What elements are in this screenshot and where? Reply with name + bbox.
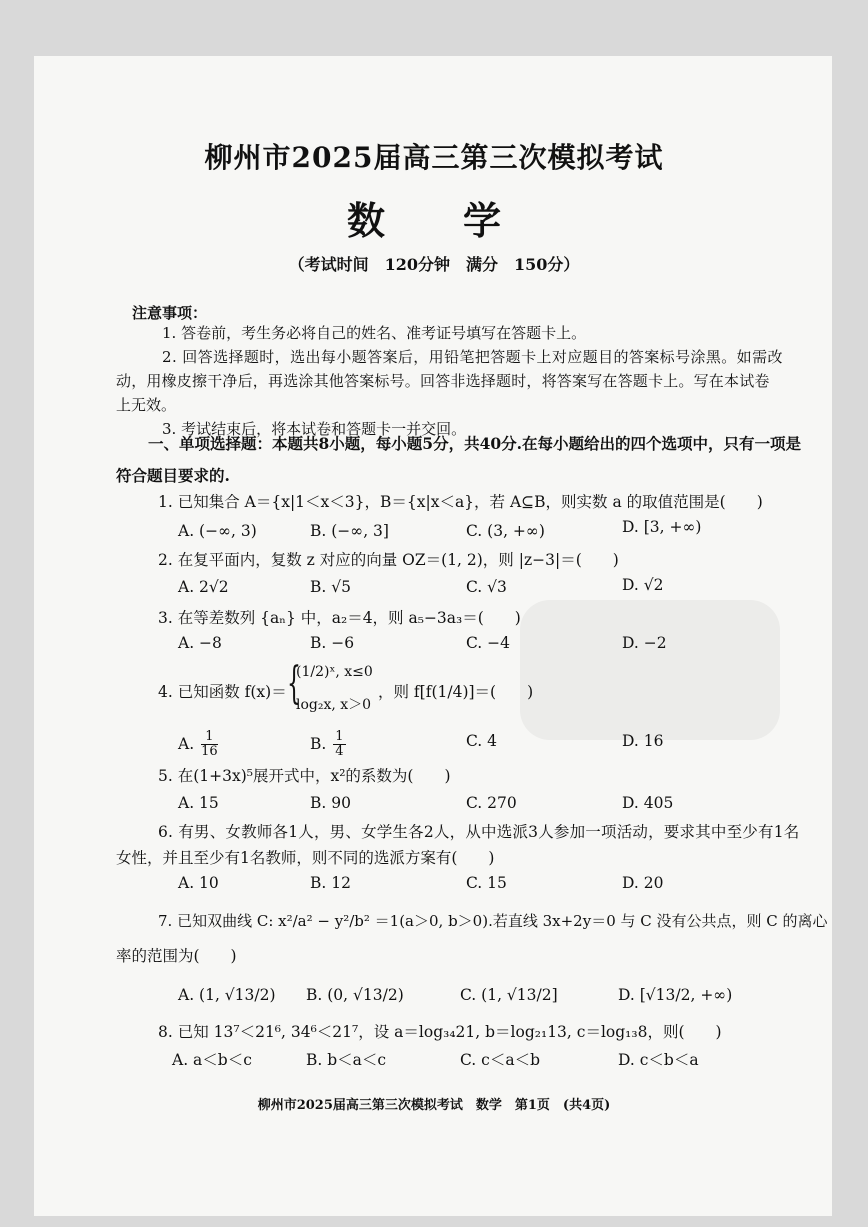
q5-option-d: D. 405 — [622, 794, 674, 812]
q8-option-d: D. c＜b＜a — [618, 1051, 699, 1069]
q6-option-b: B. 12 — [310, 874, 351, 892]
q5-option-b: B. 90 — [310, 794, 351, 812]
question-7-cont: 率的范围为( ) — [116, 947, 237, 965]
q4-option-c: C. 4 — [466, 732, 498, 750]
q2-option-d: D. √2 — [622, 576, 664, 594]
question-4-prefix: 4. 已知函数 f(x)＝ — [158, 683, 287, 701]
q4-option-d: D. 16 — [622, 732, 664, 750]
bleed-through-smudge — [520, 600, 780, 740]
q7-option-b: B. (0, √13/2) — [306, 986, 404, 1004]
notes-title: 注意事项： — [132, 304, 208, 322]
q6-option-d: D. 20 — [622, 874, 664, 892]
q8-option-a: A. a＜b＜c — [172, 1051, 252, 1069]
q1-option-c: C. (3, +∞) — [466, 522, 545, 540]
note-2-cont: 动，用橡皮擦干净后，再选涂其他答案标号。回答非选择题时，将答案写在答题卡上。写在本试卷 — [116, 372, 770, 390]
question-2: 2. 在复平面内，复数 z 对应的向量 OZ＝(1, 2)，则 |z−3|＝( ) — [158, 551, 619, 569]
q1-option-b: B. (−∞, 3] — [310, 522, 389, 540]
q1-option-d: D. [3, +∞) — [622, 518, 702, 536]
q4-case-1: (1/2)ˣ, x≤0 — [296, 664, 373, 680]
note-2-end: 上无效。 — [116, 396, 177, 414]
q2-option-a: A. 2√2 — [178, 578, 229, 596]
q4-case-2: log₂x, x＞0 — [296, 697, 372, 713]
piecewise-brace: { — [287, 658, 301, 709]
q4-a-numerator: 1 — [201, 730, 218, 745]
q4-option-b-label: B. — [310, 734, 327, 753]
q7-option-c: C. (1, √13/2] — [460, 986, 558, 1004]
question-8: 8. 已知 13⁷＜21⁶, 34⁶＜21⁷，设 a＝log₃₄21, b＝log₂₁13, c＝log₁₃8，则( ) — [158, 1023, 722, 1041]
q4-option-b — [310, 730, 348, 760]
q4-a-denominator: 16 — [201, 744, 218, 760]
page-footer: 柳州市2025届高三第三次模拟考试 数学 第1页 (共4页) — [257, 1098, 611, 1113]
exam-info: （考试时间 120分钟 满分 150分） — [288, 255, 580, 274]
q4-b-denominator: 4 — [335, 744, 344, 760]
q4-option-b-fraction — [333, 730, 345, 760]
q6-option-a: A. 10 — [178, 874, 219, 892]
section-heading-cont: 符合题目要求的. — [116, 466, 230, 485]
question-6: 6. 有男、女教师各1人，男、女学生各2人，从中选派3人参加一项活动，要求其中至少有1名 — [158, 823, 800, 841]
question-5: 5. 在(1+3x)⁵展开式中，x²的系数为( ) — [158, 767, 451, 785]
q8-option-c: C. c＜a＜b — [460, 1051, 541, 1069]
question-7: 7. 已知双曲线 C: x²/a² − y²/b² ＝1(a＞0, b＞0).若直线 3x+2y＝0 与 C 没有公共点，则 C 的离心 — [158, 912, 828, 930]
exam-title: 柳州市2025届高三第三次模拟考试 — [204, 141, 664, 174]
question-3: 3. 在等差数列 {aₙ} 中，a₂＝4，则 a₅−3a₃＝( ) — [158, 609, 521, 627]
q6-option-c: C. 15 — [466, 874, 507, 892]
subject-title: 数 学 — [346, 198, 521, 243]
q4-option-a-fraction — [201, 730, 218, 760]
q5-option-c: C. 270 — [466, 794, 517, 812]
q3-option-d: D. −2 — [622, 634, 667, 652]
q2-option-b: B. √5 — [310, 578, 351, 596]
q4-option-a — [178, 730, 220, 760]
question-1: 1. 已知集合 A＝{x|1＜x＜3}，B＝{x|x＜a}，若 A⊆B，则实数 a 的取值范围是( ) — [158, 493, 763, 511]
q8-option-b: B. b＜a＜c — [306, 1051, 387, 1069]
q2-option-c: C. √3 — [466, 578, 507, 596]
question-4-suffix: ，则 f[f(1/4)]＝( ) — [378, 683, 534, 701]
q7-option-d: D. [√13/2, +∞) — [618, 986, 733, 1004]
q3-option-a: A. −8 — [178, 634, 222, 652]
q1-option-a: A. (−∞, 3) — [178, 522, 257, 540]
q3-option-b: B. −6 — [310, 634, 355, 652]
note-2: 2. 回答选择题时，选出每小题答案后，用铅笔把答题卡上对应题目的答案标号涂黑。如需改 — [162, 348, 783, 366]
q4-b-numerator: 1 — [335, 729, 344, 744]
note-1: 1. 答卷前，考生务必将自己的姓名、准考证号填写在答题卡上。 — [162, 324, 587, 342]
q4-option-a-label: A. — [178, 734, 195, 753]
question-6-cont: 女性，并且至少有1名教师，则不同的选派方案有( ) — [116, 849, 495, 867]
note-3: 3. 考试结束后，将本试卷和答题卡一并交回。 — [162, 420, 467, 438]
section-heading: 一、单项选择题：本题共8小题，每小题5分，共40分.在每小题给出的四个选项中，只有一项是 — [148, 434, 802, 453]
q7-option-a: A. (1, √13/2) — [178, 986, 276, 1004]
q5-option-a: A. 15 — [178, 794, 219, 812]
q3-option-c: C. −4 — [466, 634, 511, 652]
